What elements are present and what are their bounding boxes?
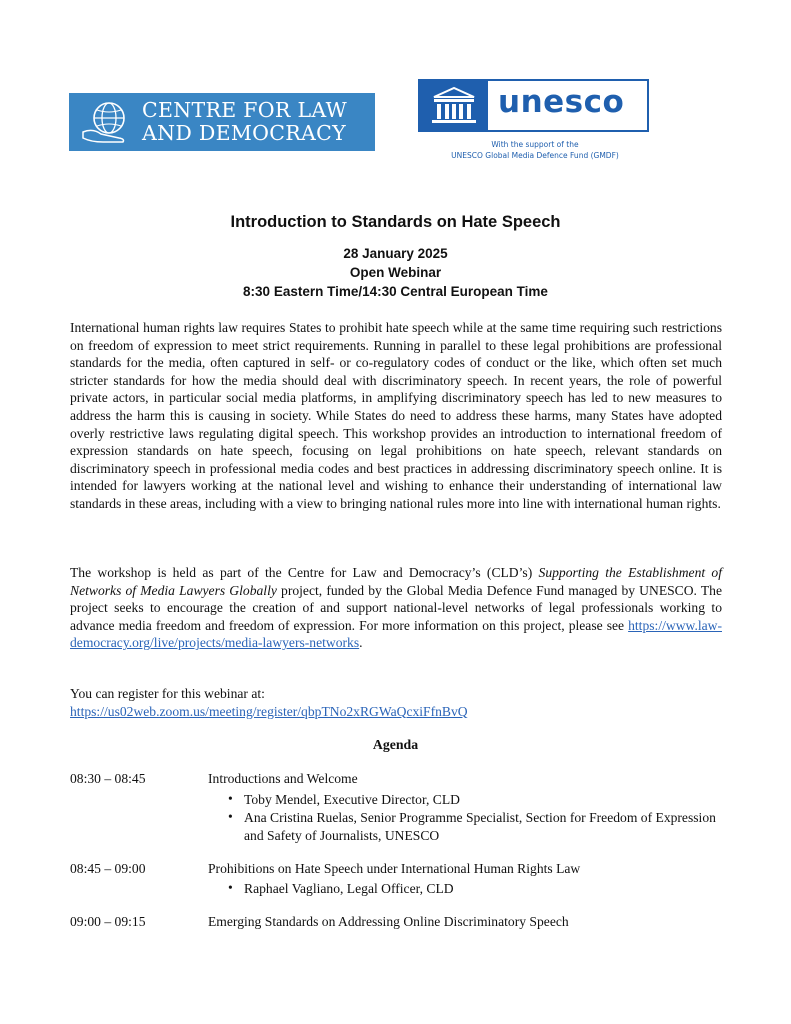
register-text: You can register for this webinar at: [70,686,265,701]
temple-icon [420,81,488,130]
unesco-support-line2: UNESCO Global Media Defence Fund (GMDF) [451,151,619,160]
bullet-icon: • [228,809,233,824]
project-text-end: . [359,635,363,651]
register-link[interactable]: https://us02web.zoom.us/meeting/register/qbpTNo2xRGWaQcxiFfnBvQ [70,703,468,719]
agenda-title: Emerging Standards on Addressing Online Discriminatory Speech [208,914,569,929]
agenda-speaker: Toby Mendel, Executive Director, CLD [244,792,460,807]
project-text-2: project, funded by the Global Media Defence Fund managed by UNESCO. The project seeks to encourage the creation of and support national-level networks of legal professionals working to advance media freedom and freedom of expression. For more information on this project, please see [70,582,722,633]
unesco-wordmark: unesco [498,84,625,120]
register-block [70,685,722,720]
agenda-time: 08:30 – 08:45 [70,771,146,786]
agenda-heading: Agenda [372,737,419,752]
event-time: 8:30 Eastern Time/14:30 Central European Time [243,284,548,299]
page-title: Introduction to Standards on Hate Speech [230,213,561,231]
agenda-title: Introductions and Welcome [208,771,358,786]
unesco-support-line1: With the support of the [491,140,579,149]
agenda-speaker: Ana Cristina Ruelas, Senior Programme Specialist, Section for Freedom of Expression and Safety of Journalists, UNESCO [244,810,716,843]
agenda-time: 08:45 – 09:00 [70,861,146,876]
project-name: Supporting the Establishment of Networks of Media Lawyers Globally [70,565,723,598]
unesco-temple-icon [420,81,488,130]
cld-logo-text [142,99,347,145]
unesco-support-note [420,139,650,161]
unesco-logo [418,79,649,132]
event-format: Open Webinar [349,265,442,280]
intro-paragraph: International human rights law requires States to prohibit hate speech while at the same time requiring such restrictions on freedom of expression to meet strict requirements. Running in parallel to these legal prohibitions are professional standards for the media, often captured in self- or co-regulatory codes of conduct or the like, which often set much stricter standards for how the media should deal with discriminatory speech. In recent years, the role of powerful private actors, in particular social media platforms, in amplifying discriminatory speech has led to new measures to address the harm this is causing in society. While States do need to address these harms, many States have adopted overly restrictive laws regulating digital speech. This workshop provides an introduction to international freedom of expression standards on hate speech, focusing on legal prohibitions on hate speech, relevant standards on discriminatory speech in professional media codes and best practices in addressing discriminatory speech online. It is intended for lawyers working at the national level and wishing to enhance their understanding of international law standards in these areas, including with a view to bringing national rules more into line with international human rights. [70,320,722,511]
bullet-icon: • [228,880,233,895]
event-date: 28 January 2025 [343,246,448,261]
project-text-1: The workshop is held as part of the Centre for Law and Democracy’s (CLD’s) [70,565,539,580]
agenda-time: 09:00 – 09:15 [70,914,146,929]
agenda-title: Prohibitions on Hate Speech under International Human Rights Law [208,861,581,876]
bullet-icon: • [228,791,233,806]
project-link[interactable]: https://www.law-democracy.org/live/projects/media-lawyers-networks [70,617,722,651]
cld-logo-line2: AND DEMOCRACY [142,121,346,145]
cld-logo [69,93,375,151]
project-paragraph [70,564,722,652]
cld-logo-line1: CENTRE FOR LAW [142,98,348,122]
globe-hand-icon [79,98,133,146]
agenda-speaker: Raphael Vagliano, Legal Officer, CLD [244,881,454,896]
